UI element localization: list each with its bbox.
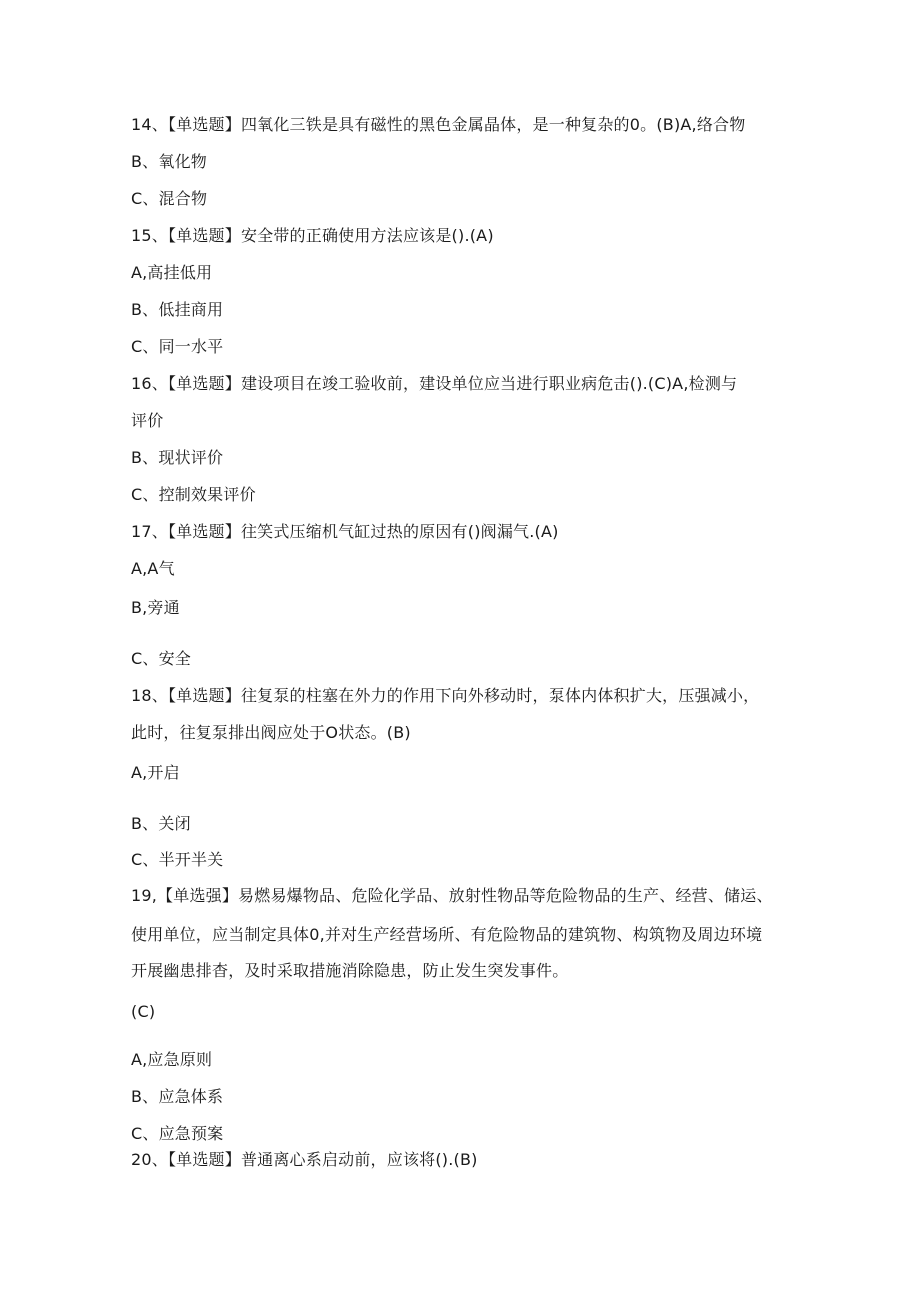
q15-stem: 15、【单选题】安全带的正确使用方法应该是().(A)	[131, 226, 494, 245]
q15-option-a: A,高挂低用	[131, 263, 213, 282]
q18-option-c: C、半开半关	[131, 850, 224, 869]
q19-option-a: A,应急原则	[131, 1050, 213, 1069]
q18-stem-cont: 此时，往复泵排出阀应处于O状态。(B)	[131, 723, 411, 742]
q16-option-c: C、控制效果评价	[131, 485, 256, 504]
q19-answer: (C)	[131, 1002, 156, 1021]
q19-option-c: C、应急预案	[131, 1124, 224, 1143]
q14-option-c: C、混合物	[131, 189, 208, 208]
q16-option-b: B、现状评价	[131, 448, 224, 467]
q16-stem-cont: 评价	[131, 411, 164, 430]
q18-stem: 18、【单选题】往复泵的柱塞在外力的作用下向外移动时，泵体内体积扩大，压强减小，	[131, 686, 760, 705]
q20-stem: 20、【单选题】普通离心系启动前，应该将().(B)	[131, 1150, 478, 1169]
q14-option-b: B、氧化物	[131, 152, 207, 171]
q18-option-a: A,开启	[131, 763, 180, 782]
q19-option-b: B、应急体系	[131, 1087, 224, 1106]
q17-option-b: B,旁通	[131, 598, 180, 617]
q17-option-c: C、安全	[131, 649, 191, 668]
q15-option-b: B、低挂商用	[131, 300, 224, 319]
q18-option-b: B、关闭	[131, 814, 191, 833]
q17-stem: 17、【单选题】往笑式压缩机气缸过热的原因有()阀漏气.(A)	[131, 522, 559, 541]
q19-stem: 19,【单选强】易燃易爆物品、危险化学品、放射性物品等危险物品的生产、经营、储运、	[131, 886, 773, 905]
q16-stem: 16、【单选题】建设项目在竣工验收前，建设单位应当进行职业病危击().(C)A,检测与	[131, 374, 738, 393]
q19-stem-cont-2: 开展幽患排杳，及时采取措施消除隐患，防止发生突发事件。	[131, 961, 569, 980]
q19-stem-cont-1: 使用单位，应当制定具体0,并对生产经营场所、有危险物品的建筑物、构筑物及周边环境	[131, 925, 763, 944]
q15-option-c: C、同一水平	[131, 337, 224, 356]
q14-stem: 14、【单选题】四氧化三铁是具有磁性的黑色金属晶体，是一种复杂的0。(B)A,络合物	[131, 115, 746, 134]
q17-option-a: A,A气	[131, 559, 175, 578]
